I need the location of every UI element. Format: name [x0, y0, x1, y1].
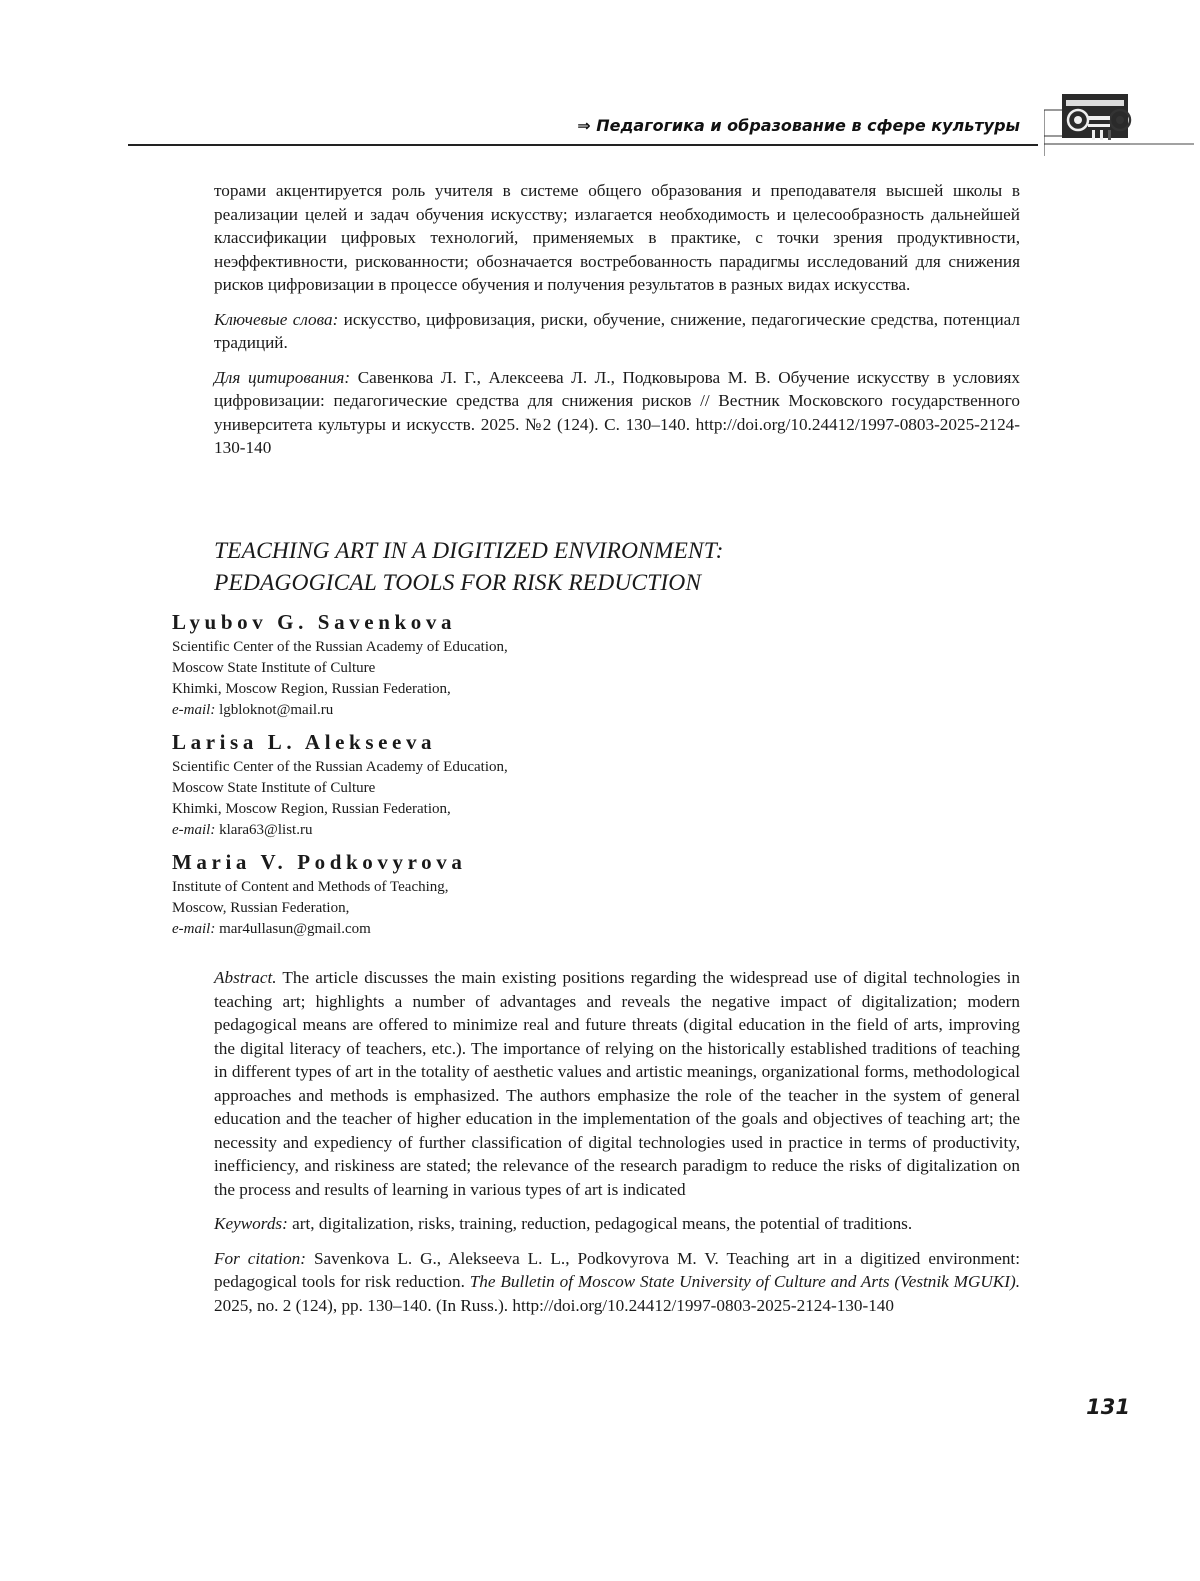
russian-abstract-continuation: торами акцентируется роль учителя в системе общего образования и преподавателя высшей школы в реализации целей и задач обучения искусству; излагается необходимость и целесообразность дальнейшей классификации цифровых технологий, применяемых в практике, с точки зрения продуктивности, неэффективности, рискованности; обозначается востребованность парадигмы исследований для снижения рисков цифровизации в процессе обучения и получения результатов в разных видах искусства. — [214, 181, 1020, 294]
author-email-line — [172, 919, 772, 940]
author-location: Moscow, Russian Federation, — [172, 900, 350, 916]
english-title-line-2: PEDAGOGICAL TOOLS FOR RISK REDUCTION — [214, 570, 702, 596]
email-label: e-mail: — [172, 822, 216, 838]
email-label: e-mail: — [172, 921, 216, 937]
russian-keywords — [214, 308, 1020, 355]
author-block — [172, 607, 772, 721]
author-email-line — [172, 820, 772, 841]
english-abstract — [214, 966, 1020, 1201]
author-affiliation: Scientific Center of the Russian Academy of Education, — [172, 759, 508, 775]
author-name: Maria V. Podkovyrova — [172, 850, 467, 874]
author-name: Larisa L. Alekseeva — [172, 730, 437, 754]
section-title: ⇒ Педагогика и образование в сфере культуры — [577, 116, 1020, 135]
keywords-label: Keywords: — [214, 1214, 288, 1233]
citation-journal: The Bulletin of Moscow State University of Culture and Arts (Vestnik MGUKI). — [469, 1272, 1020, 1291]
author-location: Khimki, Moscow Region, Russian Federation, — [172, 681, 451, 697]
running-header — [0, 0, 1200, 160]
english-article-title — [214, 535, 1020, 599]
author-block — [172, 847, 772, 940]
author-email[interactable]: mar4ullasun@gmail.com — [219, 921, 371, 937]
author-block — [172, 727, 772, 841]
header-rule — [128, 144, 1038, 146]
author-name: Lyubov G. Savenkova — [172, 610, 457, 634]
russian-citation — [214, 366, 1020, 460]
russian-citation-label: Для цитирования: — [214, 367, 351, 387]
citation-label: For citation: — [214, 1248, 306, 1268]
author-affiliation: Institute of Content and Methods of Teaching, — [172, 879, 449, 895]
english-citation — [214, 1247, 1020, 1318]
russian-keywords-text: искусство, цифровизация, риски, обучение, снижение, педагогические средства, потенциал традиций. — [214, 309, 1021, 352]
author-location: Khimki, Moscow Region, Russian Federation, — [172, 801, 451, 817]
author-affiliation: Scientific Center of the Russian Academy of Education, — [172, 639, 508, 655]
english-keywords — [214, 1212, 1020, 1236]
page-number: 131 — [1086, 1395, 1130, 1419]
email-label: e-mail: — [172, 702, 216, 718]
author-email-line — [172, 700, 772, 721]
russian-summary — [214, 179, 1020, 471]
russian-keywords-label: Ключевые слова: — [214, 309, 339, 329]
author-email[interactable]: klara63@list.ru — [219, 822, 313, 838]
author-list — [172, 607, 772, 946]
english-title-line-1: TEACHING ART IN A DIGITIZED ENVIRONMENT: — [214, 538, 724, 564]
keywords-text: art, digitalization, risks, training, reduction, pedagogical means, the potential of traditions. — [292, 1214, 913, 1233]
russian-citation-text: Савенкова Л. Г., Алексеева Л. Л., Подковырова М. В. Обучение искусству в условиях цифровизации: педагогические средства для снижения рисков // Вестник Московского государственного университета культуры и искусств. 2025. №2 (124). С. 130–140. http://doi.org/10.24412/1997-0803-2025-2124-130-140 — [214, 367, 1021, 457]
author-affiliation: Moscow State Institute of Culture — [172, 780, 376, 796]
citation-authors: Savenkova L. G., Alekseeva L. L., Podkovyrova M. V. Teaching art in a digitized environment: pedagogical tools for risk reduction. — [214, 1248, 1020, 1291]
abstract-text: The article discusses the main existing positions regarding the widespread use of digital technologies in teaching art; highlights a number of advantages and reveals the negative impact of digitalization; modern pedagogical means are offered to minimize real and future threats (digital education in the field of arts, improving the digital literacy of teachers, etc.). The importance of relying on the historically established traditions of teaching in different types of art in the totality of aesthetic values and artistic meanings, organizational forms, methodological approaches and methods is emphasized. The authors emphasize the role of the teacher in the system of general education and the teacher of higher education in the implementation of the goals and objectives of teaching art; the necessity and expediency of further classification of digital technologies used in practice in terms of productivity, inefficiency, and riskiness are stated; the relevance of the research paradigm to reduce the risks of digitalization on the process and results of learning in various types of art is indicated — [214, 968, 1020, 1199]
english-summary — [214, 966, 1020, 1328]
author-affiliation: Moscow State Institute of Culture — [172, 660, 376, 676]
abstract-label: Abstract. — [214, 968, 277, 987]
journal-logo — [1044, 94, 1134, 156]
ionic-column-capital-icon — [1044, 94, 1194, 160]
citation-tail: 2025, no. 2 (124), pp. 130–140. (In Russ.). http://doi.org/10.24412/1997-0803-2025-2124-130-140 — [214, 1295, 894, 1315]
author-email[interactable]: lgbloknot@mail.ru — [219, 702, 334, 718]
